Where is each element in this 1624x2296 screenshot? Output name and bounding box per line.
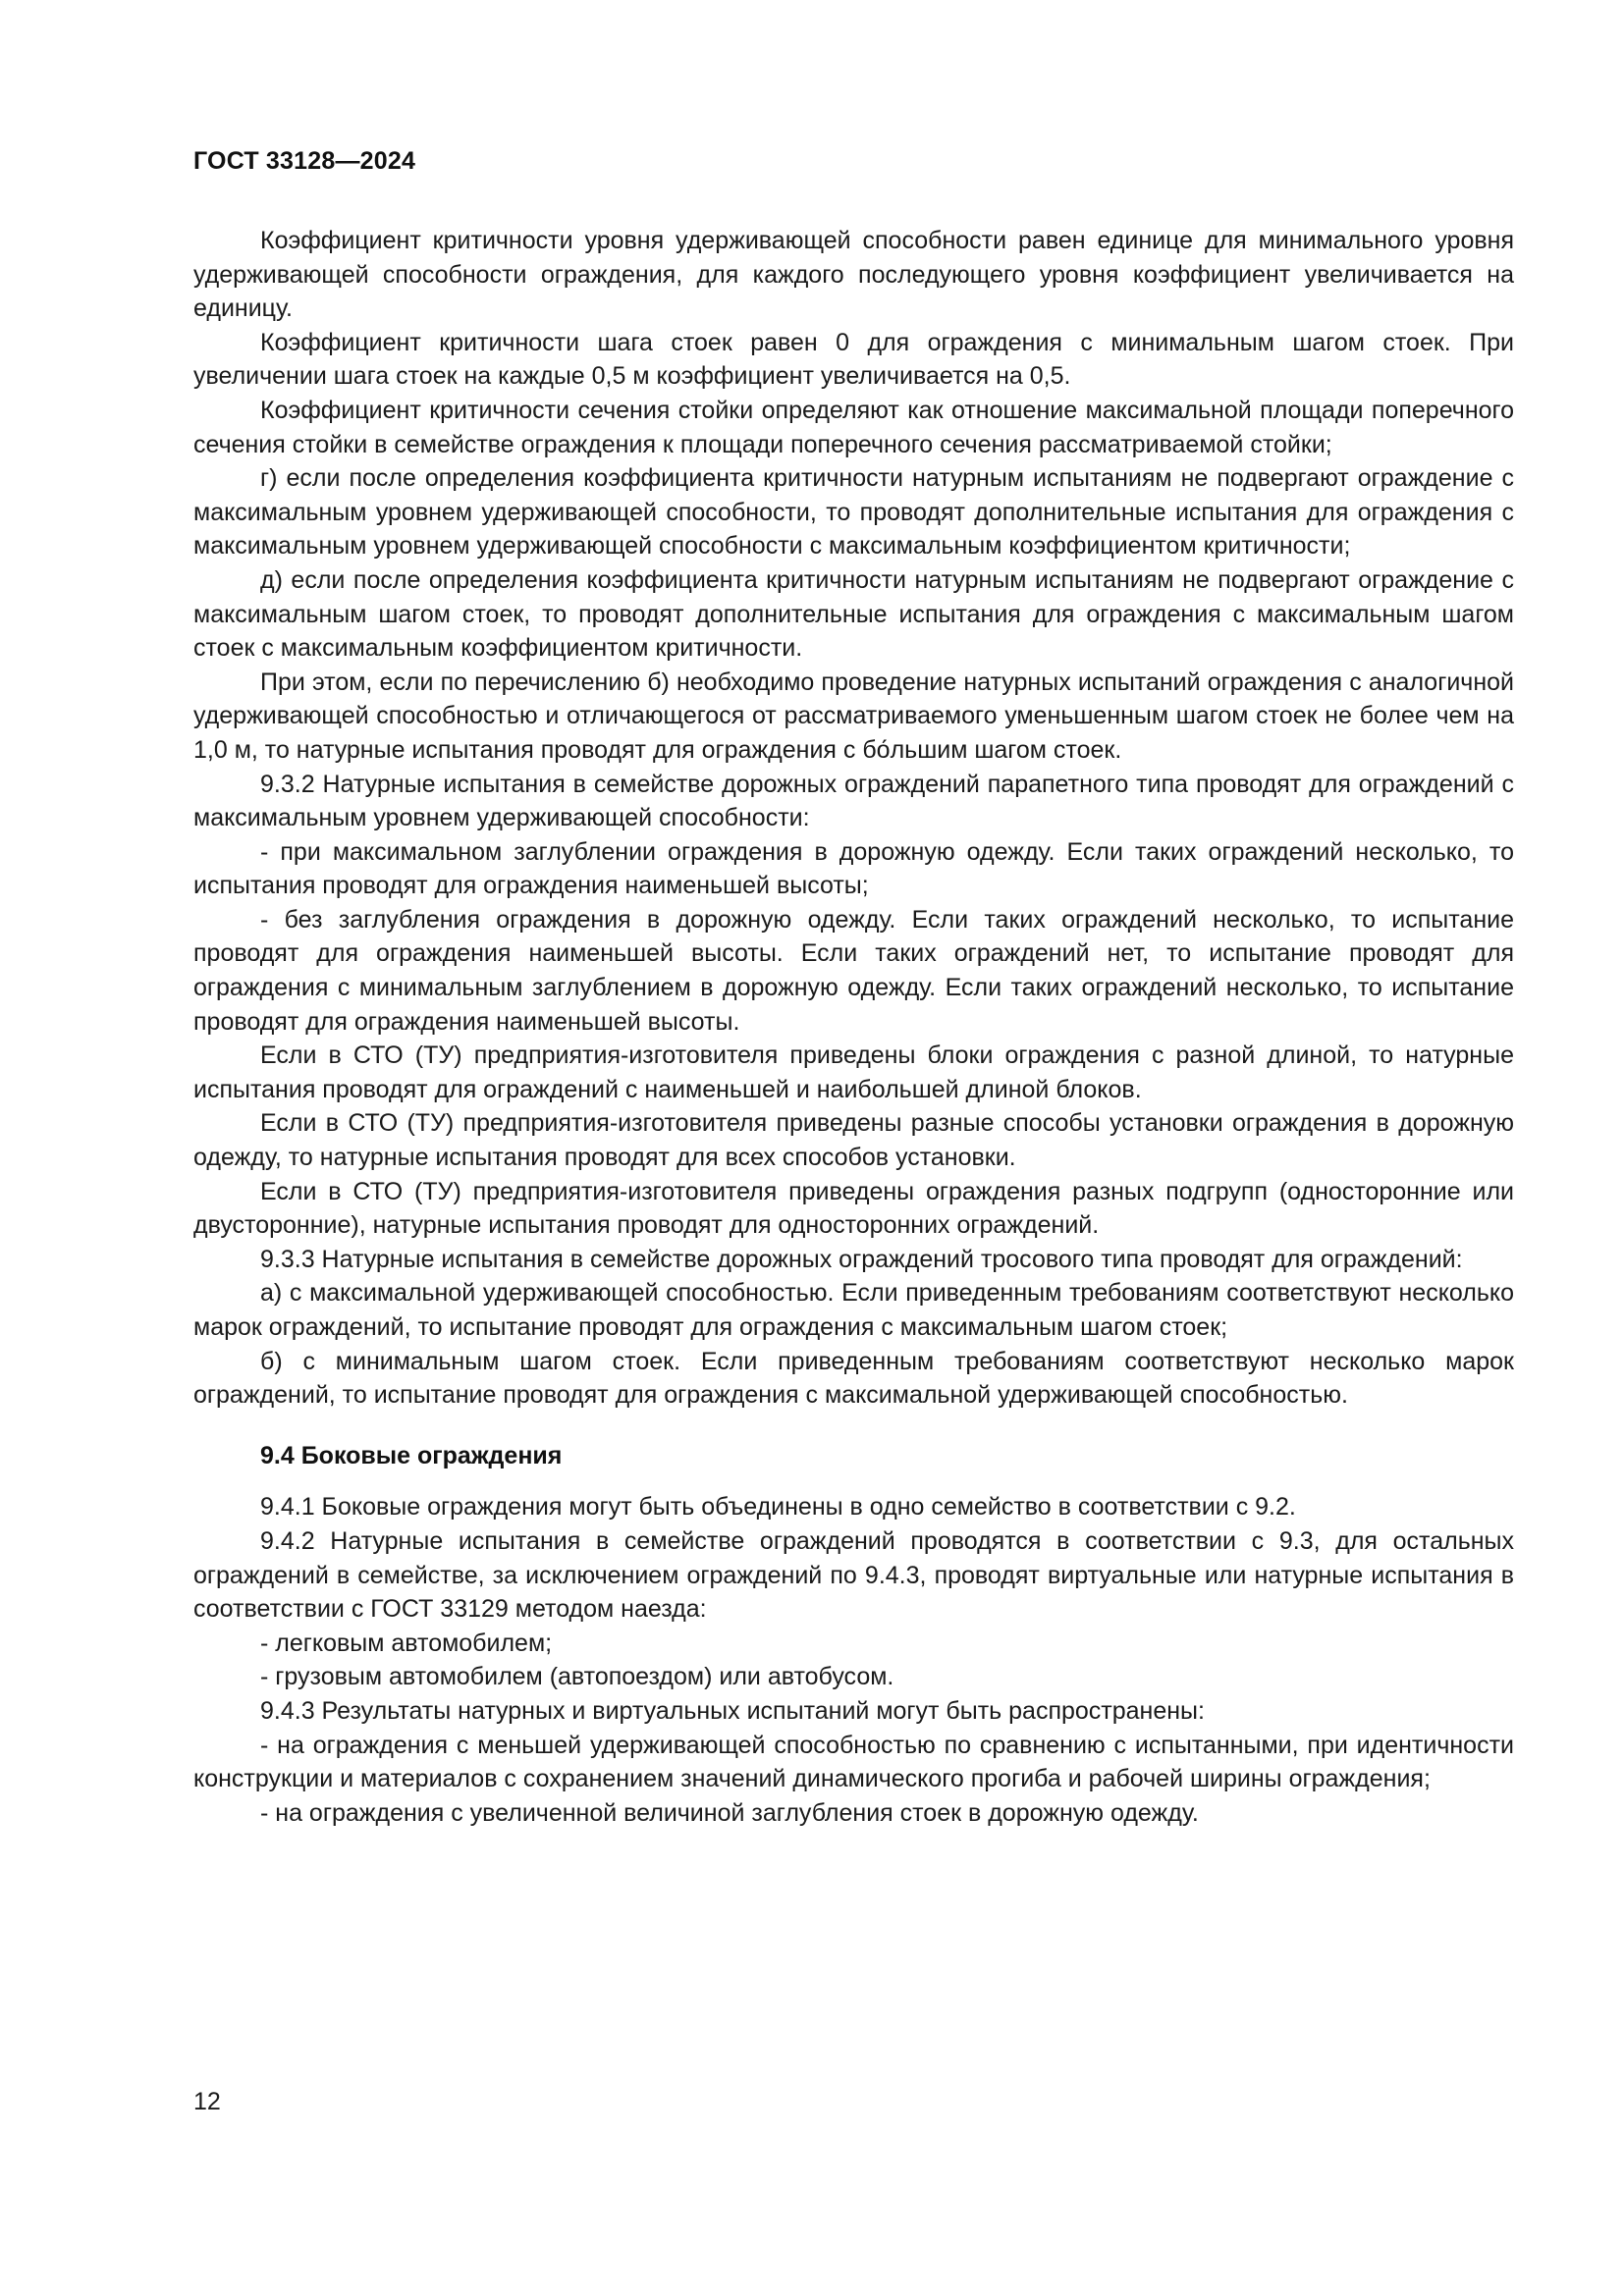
- page-number: 12: [193, 2088, 221, 2115]
- list-item-b: б) с минимальным шагом стоек. Если приведенным требованиям соответствуют несколько марок ограждений, то испытание проводят для ограждения с максимальной удерживающей способностью.: [193, 1347, 1514, 1410]
- document-body: [193, 224, 1514, 1830]
- list-item-g: г) если после определения коэффициента критичности натурным испытаниям не подвергают ограждение с максимальным уровнем удерживающей способности, то проводят дополнительные испытания для ограждения с максимальным уровнем удерживающей способности с максимальным коэффициентом критичности;: [193, 464, 1514, 561]
- paragraph: Коэффициент критичности уровня удерживающей способности равен единице для минимального уровня удерживающей способности ограждения, для каждого последующего уровня коэффициент увеличивается на единицу.: [193, 227, 1514, 323]
- dash-list-item: - грузовым автомобилем (автопоездом) или автобусом.: [260, 1663, 894, 1691]
- list-item-a: а) с максимальной удерживающей способностью. Если приведенным требованиям соответствуют несколько марок ограждений, то испытание проводят для ограждения с максимальным шагом стоек;: [193, 1279, 1514, 1341]
- dash-list-item: - легковым автомобилем;: [260, 1629, 553, 1657]
- paragraph: Коэффициент критичности сечения стойки определяют как отношение максимальной площади поперечного сечения стойки в семействе ограждения к площади поперечного сечения рассматриваемой стойки;: [193, 396, 1514, 458]
- dash-list-item: - при максимальном заглублении ограждения в дорожную одежду. Если таких ограждений несколько, то испытания проводят для ограждения наименьшей высоты;: [193, 837, 1514, 900]
- paragraph: Коэффициент критичности шага стоек равен 0 для ограждения с минимальным шагом стоек. При увеличении шага стоек на каждые 0,5 м коэффициент увеличивается на 0,5.: [193, 328, 1514, 391]
- clause-9-3-3: 9.3.3 Натурные испытания в семействе дорожных ограждений тросового типа проводят для ограждений:: [260, 1245, 1463, 1273]
- dash-list-item: - на ограждения с меньшей удерживающей способностью по сравнению с испытанными, при идентичности конструкции и материалов с сохранением значений динамического прогиба и рабочей ширины ограждения;: [193, 1731, 1514, 1793]
- paragraph: Если в СТО (ТУ) предприятия-изготовителя приведены ограждения разных подгрупп (односторонние или двусторонние), натурные испытания проводят для односторонних ограждений.: [193, 1177, 1514, 1240]
- paragraph: Если в СТО (ТУ) предприятия-изготовителя приведены разные способы установки ограждения в дорожную одежду, то натурные испытания проводят для всех способов установки.: [193, 1109, 1514, 1172]
- clause-9-3-2: 9.3.2 Натурные испытания в семействе дорожных ограждений парапетного типа проводят для ограждений с максимальным уровнем удерживающей способности:: [193, 770, 1514, 832]
- paragraph: При этом, если по перечислению б) необходимо проведение натурных испытаний ограждения с аналогичной удерживающей способностью и отличающегося от рассматриваемого уменьшенным шагом стоек не более чем на 1,0 м, то натурные испытания проводят для ограждения с бо́льшим шагом стоек.: [193, 667, 1514, 764]
- dash-list-item: - без заглубления ограждения в дорожную одежду. Если таких ограждений несколько, то испытание проводят для ограждения наименьшей высоты. Если таких ограждений нет, то испытание проводят для ограждения с минимальным заглублением в дорожную одежду. Если таких ограждений несколько, то испытание проводят для ограждения наименьшей высоты.: [193, 905, 1514, 1036]
- paragraph: Если в СТО (ТУ) предприятия-изготовителя приведены блоки ограждения с разной длиной, то натурные испытания проводят для ограждений с наименьшей и наибольшей длиной блоков.: [193, 1041, 1514, 1103]
- clause-9-4-3: 9.4.3 Результаты натурных и виртуальных испытаний могут быть распространены:: [260, 1696, 1205, 1725]
- clause-9-4-1: 9.4.1 Боковые ограждения могут быть объединены в одно семейство в соответствии с 9.2.: [260, 1493, 1296, 1522]
- section-heading-9-4: 9.4 Боковые ограждения: [260, 1441, 563, 1469]
- dash-list-item: - на ограждения с увеличенной величиной заглубления стоек в дорожную одежду.: [260, 1798, 1199, 1827]
- clause-9-4-2: 9.4.2 Натурные испытания в семействе ограждений проводятся в соответствии с 9.3, для остальных ограждений в семействе, за исключением ограждений по 9.4.3, проводят виртуальные или натурные испытания в соответствии с ГОСТ 33129 методом наезда:: [193, 1526, 1514, 1624]
- list-item-d: д) если после определения коэффициента критичности натурным испытаниям не подвергают ограждение с максимальным шагом стоек, то проводят дополнительные испытания для ограждения с максимальным шагом стоек с максимальным коэффициентом критичности.: [193, 565, 1514, 663]
- document-header: ГОСТ 33128—2024: [193, 147, 416, 175]
